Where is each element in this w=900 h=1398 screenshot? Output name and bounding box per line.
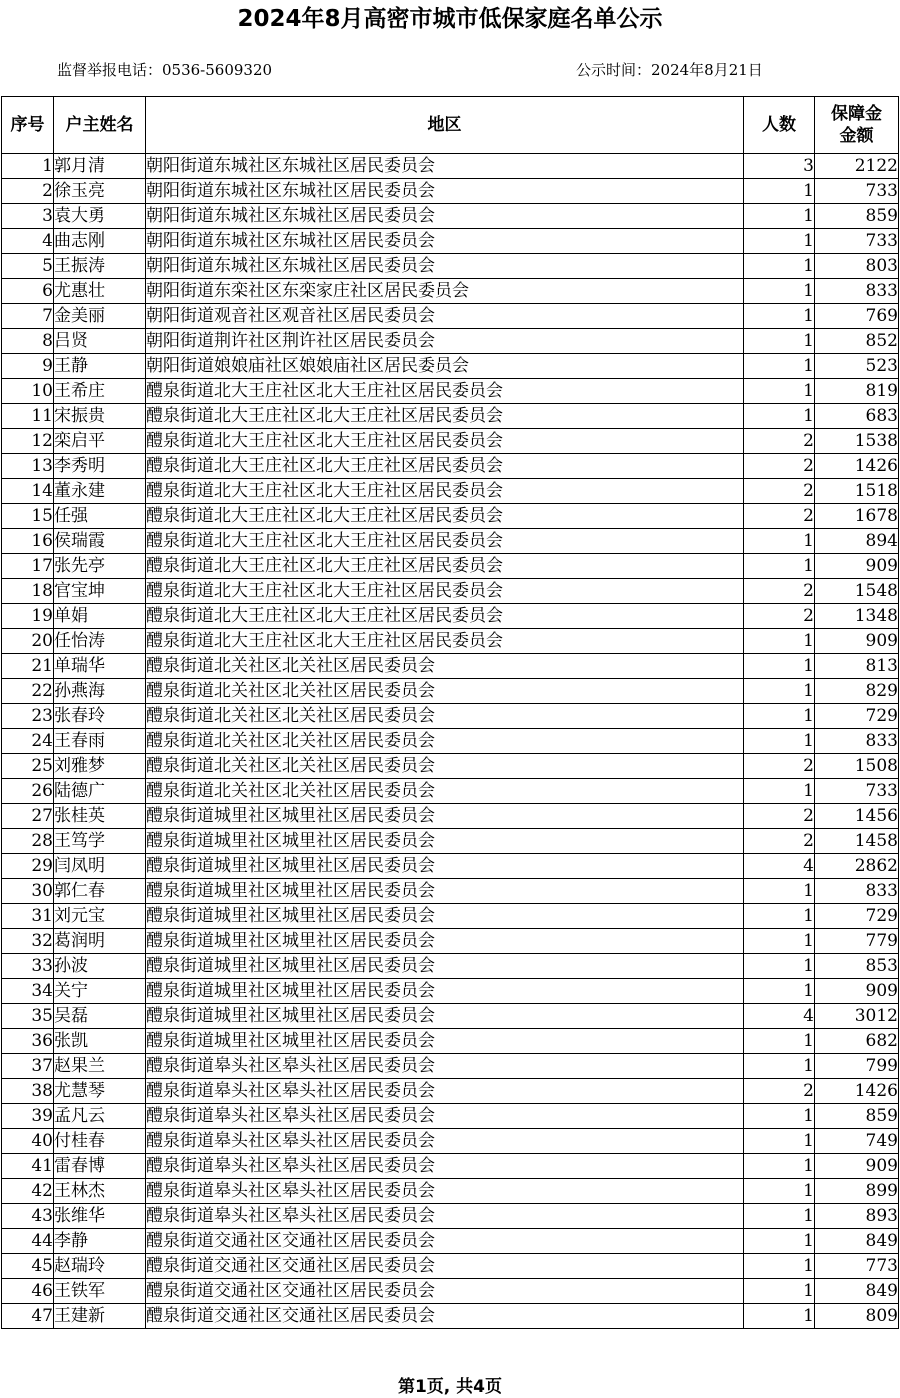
cell-seq: 25 (2, 754, 54, 779)
cell-count: 1 (744, 354, 815, 379)
publish-time-text: 公示时间：2024年8月21日 (576, 61, 763, 79)
cell-name: 王林杰 (54, 1179, 146, 1204)
table-row (2, 454, 899, 479)
cell-amount: 523 (815, 354, 899, 379)
cell-region: 醴泉街道皋头社区皋头社区居民委员会 (146, 1179, 744, 1204)
cell-amount: 1518 (815, 479, 899, 504)
cell-region: 醴泉街道城里社区城里社区居民委员会 (146, 954, 744, 979)
table-row (2, 429, 899, 454)
cell-seq: 46 (2, 1279, 54, 1304)
table-row (2, 304, 899, 329)
cell-name: 刘雅梦 (54, 754, 146, 779)
table-row (2, 654, 899, 679)
cell-seq: 6 (2, 279, 54, 304)
cell-region: 醴泉街道北关社区北关社区居民委员会 (146, 754, 744, 779)
cell-count: 1 (744, 229, 815, 254)
cell-seq: 43 (2, 1204, 54, 1229)
cell-amount: 819 (815, 379, 899, 404)
cell-count: 1 (744, 329, 815, 354)
cell-name: 赵瑞玲 (54, 1254, 146, 1279)
cell-region: 醴泉街道北大王庄社区北大王庄社区居民委员会 (146, 579, 744, 604)
cell-seq: 44 (2, 1229, 54, 1254)
cell-seq: 34 (2, 979, 54, 1004)
cell-region: 醴泉街道北关社区北关社区居民委员会 (146, 679, 744, 704)
cell-region: 朝阳街道东城社区东城社区居民委员会 (146, 154, 744, 179)
cell-amount: 1538 (815, 429, 899, 454)
cell-amount: 1426 (815, 1079, 899, 1104)
table-row (2, 904, 899, 929)
table-row (2, 554, 899, 579)
cell-amount: 909 (815, 1154, 899, 1179)
table-row (2, 879, 899, 904)
table-row (2, 279, 899, 304)
cell-name: 王希庄 (54, 379, 146, 404)
cell-seq: 23 (2, 704, 54, 729)
cell-count: 2 (744, 754, 815, 779)
cell-amount: 909 (815, 554, 899, 579)
table-row (2, 379, 899, 404)
cell-name: 任强 (54, 504, 146, 529)
cell-amount: 849 (815, 1229, 899, 1254)
cell-region: 醴泉街道北关社区北关社区居民委员会 (146, 704, 744, 729)
cell-amount: 833 (815, 879, 899, 904)
table-row (2, 1254, 899, 1279)
cell-region: 醴泉街道交通社区交通社区居民委员会 (146, 1279, 744, 1304)
cell-amount: 1348 (815, 604, 899, 629)
cell-seq: 41 (2, 1154, 54, 1179)
cell-seq: 16 (2, 529, 54, 554)
page-footer: 第1页, 共4页 (397, 1377, 503, 1397)
cell-count: 1 (744, 954, 815, 979)
cell-name: 栾启平 (54, 429, 146, 454)
cell-name: 宋振贵 (54, 404, 146, 429)
table-row (2, 1229, 899, 1254)
cell-amount: 859 (815, 204, 899, 229)
cell-count: 1 (744, 1279, 815, 1304)
cell-region: 朝阳街道观音社区观音社区居民委员会 (146, 304, 744, 329)
cell-count: 1 (744, 654, 815, 679)
cell-count: 1 (744, 379, 815, 404)
cell-amount: 909 (815, 629, 899, 654)
cell-region: 醴泉街道城里社区城里社区居民委员会 (146, 904, 744, 929)
table-row (2, 979, 899, 1004)
table-row (2, 1179, 899, 1204)
cell-region: 醴泉街道城里社区城里社区居民委员会 (146, 979, 744, 1004)
col-header-count: 人数 (744, 97, 815, 154)
cell-amount: 1548 (815, 579, 899, 604)
cell-region: 朝阳街道东城社区东城社区居民委员会 (146, 179, 744, 204)
cell-seq: 31 (2, 904, 54, 929)
cell-name: 葛润明 (54, 929, 146, 954)
cell-region: 醴泉街道城里社区城里社区居民委员会 (146, 1004, 744, 1029)
cell-count: 1 (744, 1229, 815, 1254)
table-row (2, 1004, 899, 1029)
cell-amount: 809 (815, 1304, 899, 1329)
table-row (2, 1279, 899, 1304)
cell-count: 1 (744, 729, 815, 754)
cell-count: 2 (744, 479, 815, 504)
cell-region: 醴泉街道皋头社区皋头社区居民委员会 (146, 1104, 744, 1129)
cell-count: 1 (744, 1129, 815, 1154)
cell-count: 1 (744, 904, 815, 929)
cell-region: 醴泉街道北关社区北关社区居民委员会 (146, 654, 744, 679)
cell-name: 张桂英 (54, 804, 146, 829)
cell-seq: 28 (2, 829, 54, 854)
cell-amount: 909 (815, 979, 899, 1004)
cell-region: 醴泉街道皋头社区皋头社区居民委员会 (146, 1079, 744, 1104)
cell-seq: 26 (2, 779, 54, 804)
cell-name: 张春玲 (54, 704, 146, 729)
cell-count: 1 (744, 929, 815, 954)
cell-amount: 813 (815, 654, 899, 679)
cell-name: 董永建 (54, 479, 146, 504)
cell-count: 1 (744, 554, 815, 579)
cell-name: 赵果兰 (54, 1054, 146, 1079)
table-row (2, 254, 899, 279)
cell-region: 醴泉街道皋头社区皋头社区居民委员会 (146, 1154, 744, 1179)
cell-region: 朝阳街道东城社区东城社区居民委员会 (146, 204, 744, 229)
cell-amount: 779 (815, 929, 899, 954)
table-row (2, 329, 899, 354)
cell-name: 曲志刚 (54, 229, 146, 254)
cell-amount: 859 (815, 1104, 899, 1129)
cell-seq: 4 (2, 229, 54, 254)
cell-seq: 35 (2, 1004, 54, 1029)
cell-region: 醴泉街道城里社区城里社区居民委员会 (146, 879, 744, 904)
cell-name: 侯瑞霞 (54, 529, 146, 554)
table-row (2, 1079, 899, 1104)
cell-region: 醴泉街道交通社区交通社区居民委员会 (146, 1304, 744, 1329)
cell-region: 醴泉街道城里社区城里社区居民委员会 (146, 804, 744, 829)
cell-name: 袁大勇 (54, 204, 146, 229)
cell-seq: 33 (2, 954, 54, 979)
cell-seq: 32 (2, 929, 54, 954)
table-row (2, 1154, 899, 1179)
cell-amount: 1458 (815, 829, 899, 854)
cell-count: 1 (744, 779, 815, 804)
cell-seq: 13 (2, 454, 54, 479)
cell-amount: 1456 (815, 804, 899, 829)
cell-count: 1 (744, 704, 815, 729)
table-row (2, 479, 899, 504)
col-header-region: 地区 (146, 97, 744, 154)
cell-region: 朝阳街道东城社区东城社区居民委员会 (146, 229, 744, 254)
col-header-amount-line1: 保障金 (831, 104, 882, 124)
cell-region: 醴泉街道北大王庄社区北大王庄社区居民委员会 (146, 629, 744, 654)
cell-count: 1 (744, 404, 815, 429)
cell-name: 郭月清 (54, 154, 146, 179)
cell-amount: 2862 (815, 854, 899, 879)
cell-region: 醴泉街道北大王庄社区北大王庄社区居民委员会 (146, 479, 744, 504)
cell-name: 孙燕海 (54, 679, 146, 704)
cell-seq: 8 (2, 329, 54, 354)
cell-name: 孟凡云 (54, 1104, 146, 1129)
cell-region: 朝阳街道东栾社区东栾家庄社区居民委员会 (146, 279, 744, 304)
cell-amount: 833 (815, 279, 899, 304)
cell-name: 徐玉亮 (54, 179, 146, 204)
cell-name: 吕贤 (54, 329, 146, 354)
cell-region: 醴泉街道北大王庄社区北大王庄社区居民委员会 (146, 529, 744, 554)
cell-count: 1 (744, 679, 815, 704)
cell-name: 王振涛 (54, 254, 146, 279)
cell-seq: 21 (2, 654, 54, 679)
header-row (2, 97, 899, 154)
cell-name: 孙波 (54, 954, 146, 979)
col-header-amount (815, 97, 899, 154)
cell-region: 醴泉街道城里社区城里社区居民委员会 (146, 929, 744, 954)
table-row (2, 1129, 899, 1154)
cell-amount: 733 (815, 779, 899, 804)
page-title: 2024年8月高密市城市低保家庭名单公示 (237, 6, 663, 32)
cell-count: 2 (744, 504, 815, 529)
cell-region: 醴泉街道城里社区城里社区居民委员会 (146, 854, 744, 879)
cell-seq: 42 (2, 1179, 54, 1204)
cell-count: 2 (744, 804, 815, 829)
cell-count: 1 (744, 629, 815, 654)
cell-seq: 1 (2, 154, 54, 179)
cell-seq: 3 (2, 204, 54, 229)
cell-name: 尤惠壮 (54, 279, 146, 304)
cell-name: 王笃学 (54, 829, 146, 854)
cell-name: 雷春博 (54, 1154, 146, 1179)
table-row (2, 154, 899, 179)
cell-amount: 893 (815, 1204, 899, 1229)
cell-region: 醴泉街道皋头社区皋头社区居民委员会 (146, 1204, 744, 1229)
cell-seq: 45 (2, 1254, 54, 1279)
cell-count: 3 (744, 154, 815, 179)
cell-count: 2 (744, 1079, 815, 1104)
table-row (2, 204, 899, 229)
cell-count: 1 (744, 1029, 815, 1054)
cell-amount: 833 (815, 729, 899, 754)
cell-amount: 733 (815, 179, 899, 204)
cell-region: 朝阳街道娘娘庙社区娘娘庙社区居民委员会 (146, 354, 744, 379)
cell-amount: 852 (815, 329, 899, 354)
cell-name: 王静 (54, 354, 146, 379)
cell-seq: 47 (2, 1304, 54, 1329)
cell-amount: 733 (815, 229, 899, 254)
cell-amount: 729 (815, 704, 899, 729)
cell-seq: 15 (2, 504, 54, 529)
cell-name: 张凯 (54, 1029, 146, 1054)
table-row (2, 804, 899, 829)
cell-region: 醴泉街道北大王庄社区北大王庄社区居民委员会 (146, 604, 744, 629)
cell-count: 2 (744, 829, 815, 854)
cell-amount: 729 (815, 904, 899, 929)
cell-seq: 38 (2, 1079, 54, 1104)
cell-amount: 894 (815, 529, 899, 554)
cell-name: 张先亭 (54, 554, 146, 579)
table-row (2, 729, 899, 754)
cell-region: 醴泉街道北大王庄社区北大王庄社区居民委员会 (146, 554, 744, 579)
cell-count: 1 (744, 304, 815, 329)
cell-name: 单娟 (54, 604, 146, 629)
cell-seq: 40 (2, 1129, 54, 1154)
cell-count: 1 (744, 1204, 815, 1229)
cell-count: 1 (744, 529, 815, 554)
cell-region: 醴泉街道北大王庄社区北大王庄社区居民委员会 (146, 429, 744, 454)
cell-seq: 17 (2, 554, 54, 579)
cell-amount: 799 (815, 1054, 899, 1079)
table-row (2, 354, 899, 379)
cell-amount: 899 (815, 1179, 899, 1204)
cell-count: 1 (744, 254, 815, 279)
table-row (2, 754, 899, 779)
cell-seq: 39 (2, 1104, 54, 1129)
cell-amount: 769 (815, 304, 899, 329)
table-row (2, 229, 899, 254)
cell-amount: 1678 (815, 504, 899, 529)
cell-seq: 22 (2, 679, 54, 704)
table-row (2, 1029, 899, 1054)
cell-name: 单瑞华 (54, 654, 146, 679)
cell-count: 2 (744, 604, 815, 629)
cell-count: 1 (744, 1104, 815, 1129)
cell-count: 1 (744, 1054, 815, 1079)
cell-amount: 829 (815, 679, 899, 704)
table-row (2, 529, 899, 554)
cell-region: 醴泉街道交通社区交通社区居民委员会 (146, 1229, 744, 1254)
cell-seq: 20 (2, 629, 54, 654)
cell-amount: 803 (815, 254, 899, 279)
cell-region: 朝阳街道东城社区东城社区居民委员会 (146, 254, 744, 279)
cell-seq: 2 (2, 179, 54, 204)
table-row (2, 1304, 899, 1329)
cell-seq: 27 (2, 804, 54, 829)
cell-seq: 9 (2, 354, 54, 379)
cell-amount: 773 (815, 1254, 899, 1279)
cell-name: 李秀明 (54, 454, 146, 479)
cell-seq: 30 (2, 879, 54, 904)
table-row (2, 854, 899, 879)
cell-count: 2 (744, 454, 815, 479)
hotline-text: 监督举报电话：0536-5609320 (57, 61, 273, 79)
table-row (2, 579, 899, 604)
cell-name: 陆德广 (54, 779, 146, 804)
cell-name: 王铁军 (54, 1279, 146, 1304)
cell-name: 郭仁春 (54, 879, 146, 904)
cell-amount: 853 (815, 954, 899, 979)
cell-seq: 36 (2, 1029, 54, 1054)
cell-count: 1 (744, 1304, 815, 1329)
cell-name: 吴磊 (54, 1004, 146, 1029)
cell-count: 1 (744, 279, 815, 304)
cell-name: 官宝坤 (54, 579, 146, 604)
cell-region: 醴泉街道北大王庄社区北大王庄社区居民委员会 (146, 454, 744, 479)
cell-name: 刘元宝 (54, 904, 146, 929)
cell-region: 醴泉街道城里社区城里社区居民委员会 (146, 1029, 744, 1054)
cell-region: 醴泉街道皋头社区皋头社区居民委员会 (146, 1129, 744, 1154)
cell-amount: 2122 (815, 154, 899, 179)
table-row (2, 1104, 899, 1129)
cell-name: 任怡涛 (54, 629, 146, 654)
table-header (2, 97, 899, 154)
beneficiary-table (1, 96, 899, 1329)
table-row (2, 704, 899, 729)
cell-count: 1 (744, 1179, 815, 1204)
cell-region: 醴泉街道北大王庄社区北大王庄社区居民委员会 (146, 404, 744, 429)
col-header-name: 户主姓名 (54, 97, 146, 154)
cell-amount: 682 (815, 1029, 899, 1054)
cell-count: 1 (744, 979, 815, 1004)
cell-name: 闫凤明 (54, 854, 146, 879)
table-row (2, 504, 899, 529)
cell-region: 醴泉街道北关社区北关社区居民委员会 (146, 779, 744, 804)
table-row (2, 179, 899, 204)
cell-name: 王春雨 (54, 729, 146, 754)
cell-seq: 37 (2, 1054, 54, 1079)
table-row (2, 929, 899, 954)
cell-seq: 10 (2, 379, 54, 404)
cell-count: 2 (744, 429, 815, 454)
table-row (2, 629, 899, 654)
cell-name: 张维华 (54, 1204, 146, 1229)
table-row (2, 954, 899, 979)
table-row (2, 779, 899, 804)
table-body (2, 154, 899, 1329)
table-row (2, 679, 899, 704)
cell-amount: 1508 (815, 754, 899, 779)
cell-region: 醴泉街道交通社区交通社区居民委员会 (146, 1254, 744, 1279)
cell-count: 4 (744, 854, 815, 879)
cell-count: 1 (744, 879, 815, 904)
table-row (2, 604, 899, 629)
table-row (2, 1054, 899, 1079)
cell-count: 4 (744, 1004, 815, 1029)
cell-amount: 683 (815, 404, 899, 429)
cell-amount: 749 (815, 1129, 899, 1154)
cell-seq: 12 (2, 429, 54, 454)
cell-seq: 19 (2, 604, 54, 629)
cell-region: 醴泉街道北关社区北关社区居民委员会 (146, 729, 744, 754)
cell-name: 付桂春 (54, 1129, 146, 1154)
cell-region: 朝阳街道荆许社区荆许社区居民委员会 (146, 329, 744, 354)
cell-count: 1 (744, 204, 815, 229)
cell-seq: 18 (2, 579, 54, 604)
cell-seq: 5 (2, 254, 54, 279)
cell-name: 尤慧琴 (54, 1079, 146, 1104)
cell-seq: 29 (2, 854, 54, 879)
cell-amount: 849 (815, 1279, 899, 1304)
col-header-amount-line2: 金额 (839, 126, 874, 146)
cell-seq: 24 (2, 729, 54, 754)
cell-name: 王建新 (54, 1304, 146, 1329)
cell-region: 醴泉街道皋头社区皋头社区居民委员会 (146, 1054, 744, 1079)
cell-amount: 3012 (815, 1004, 899, 1029)
cell-name: 关宁 (54, 979, 146, 1004)
table-row (2, 404, 899, 429)
cell-name: 李静 (54, 1229, 146, 1254)
cell-region: 醴泉街道城里社区城里社区居民委员会 (146, 829, 744, 854)
cell-seq: 14 (2, 479, 54, 504)
table-row (2, 829, 899, 854)
col-header-seq: 序号 (2, 97, 54, 154)
cell-seq: 11 (2, 404, 54, 429)
cell-region: 醴泉街道北大王庄社区北大王庄社区居民委员会 (146, 504, 744, 529)
cell-count: 1 (744, 179, 815, 204)
cell-region: 醴泉街道北大王庄社区北大王庄社区居民委员会 (146, 379, 744, 404)
cell-seq: 7 (2, 304, 54, 329)
cell-count: 1 (744, 1154, 815, 1179)
cell-name: 金美丽 (54, 304, 146, 329)
cell-count: 1 (744, 1254, 815, 1279)
table-row (2, 1204, 899, 1229)
cell-count: 2 (744, 579, 815, 604)
cell-amount: 1426 (815, 454, 899, 479)
